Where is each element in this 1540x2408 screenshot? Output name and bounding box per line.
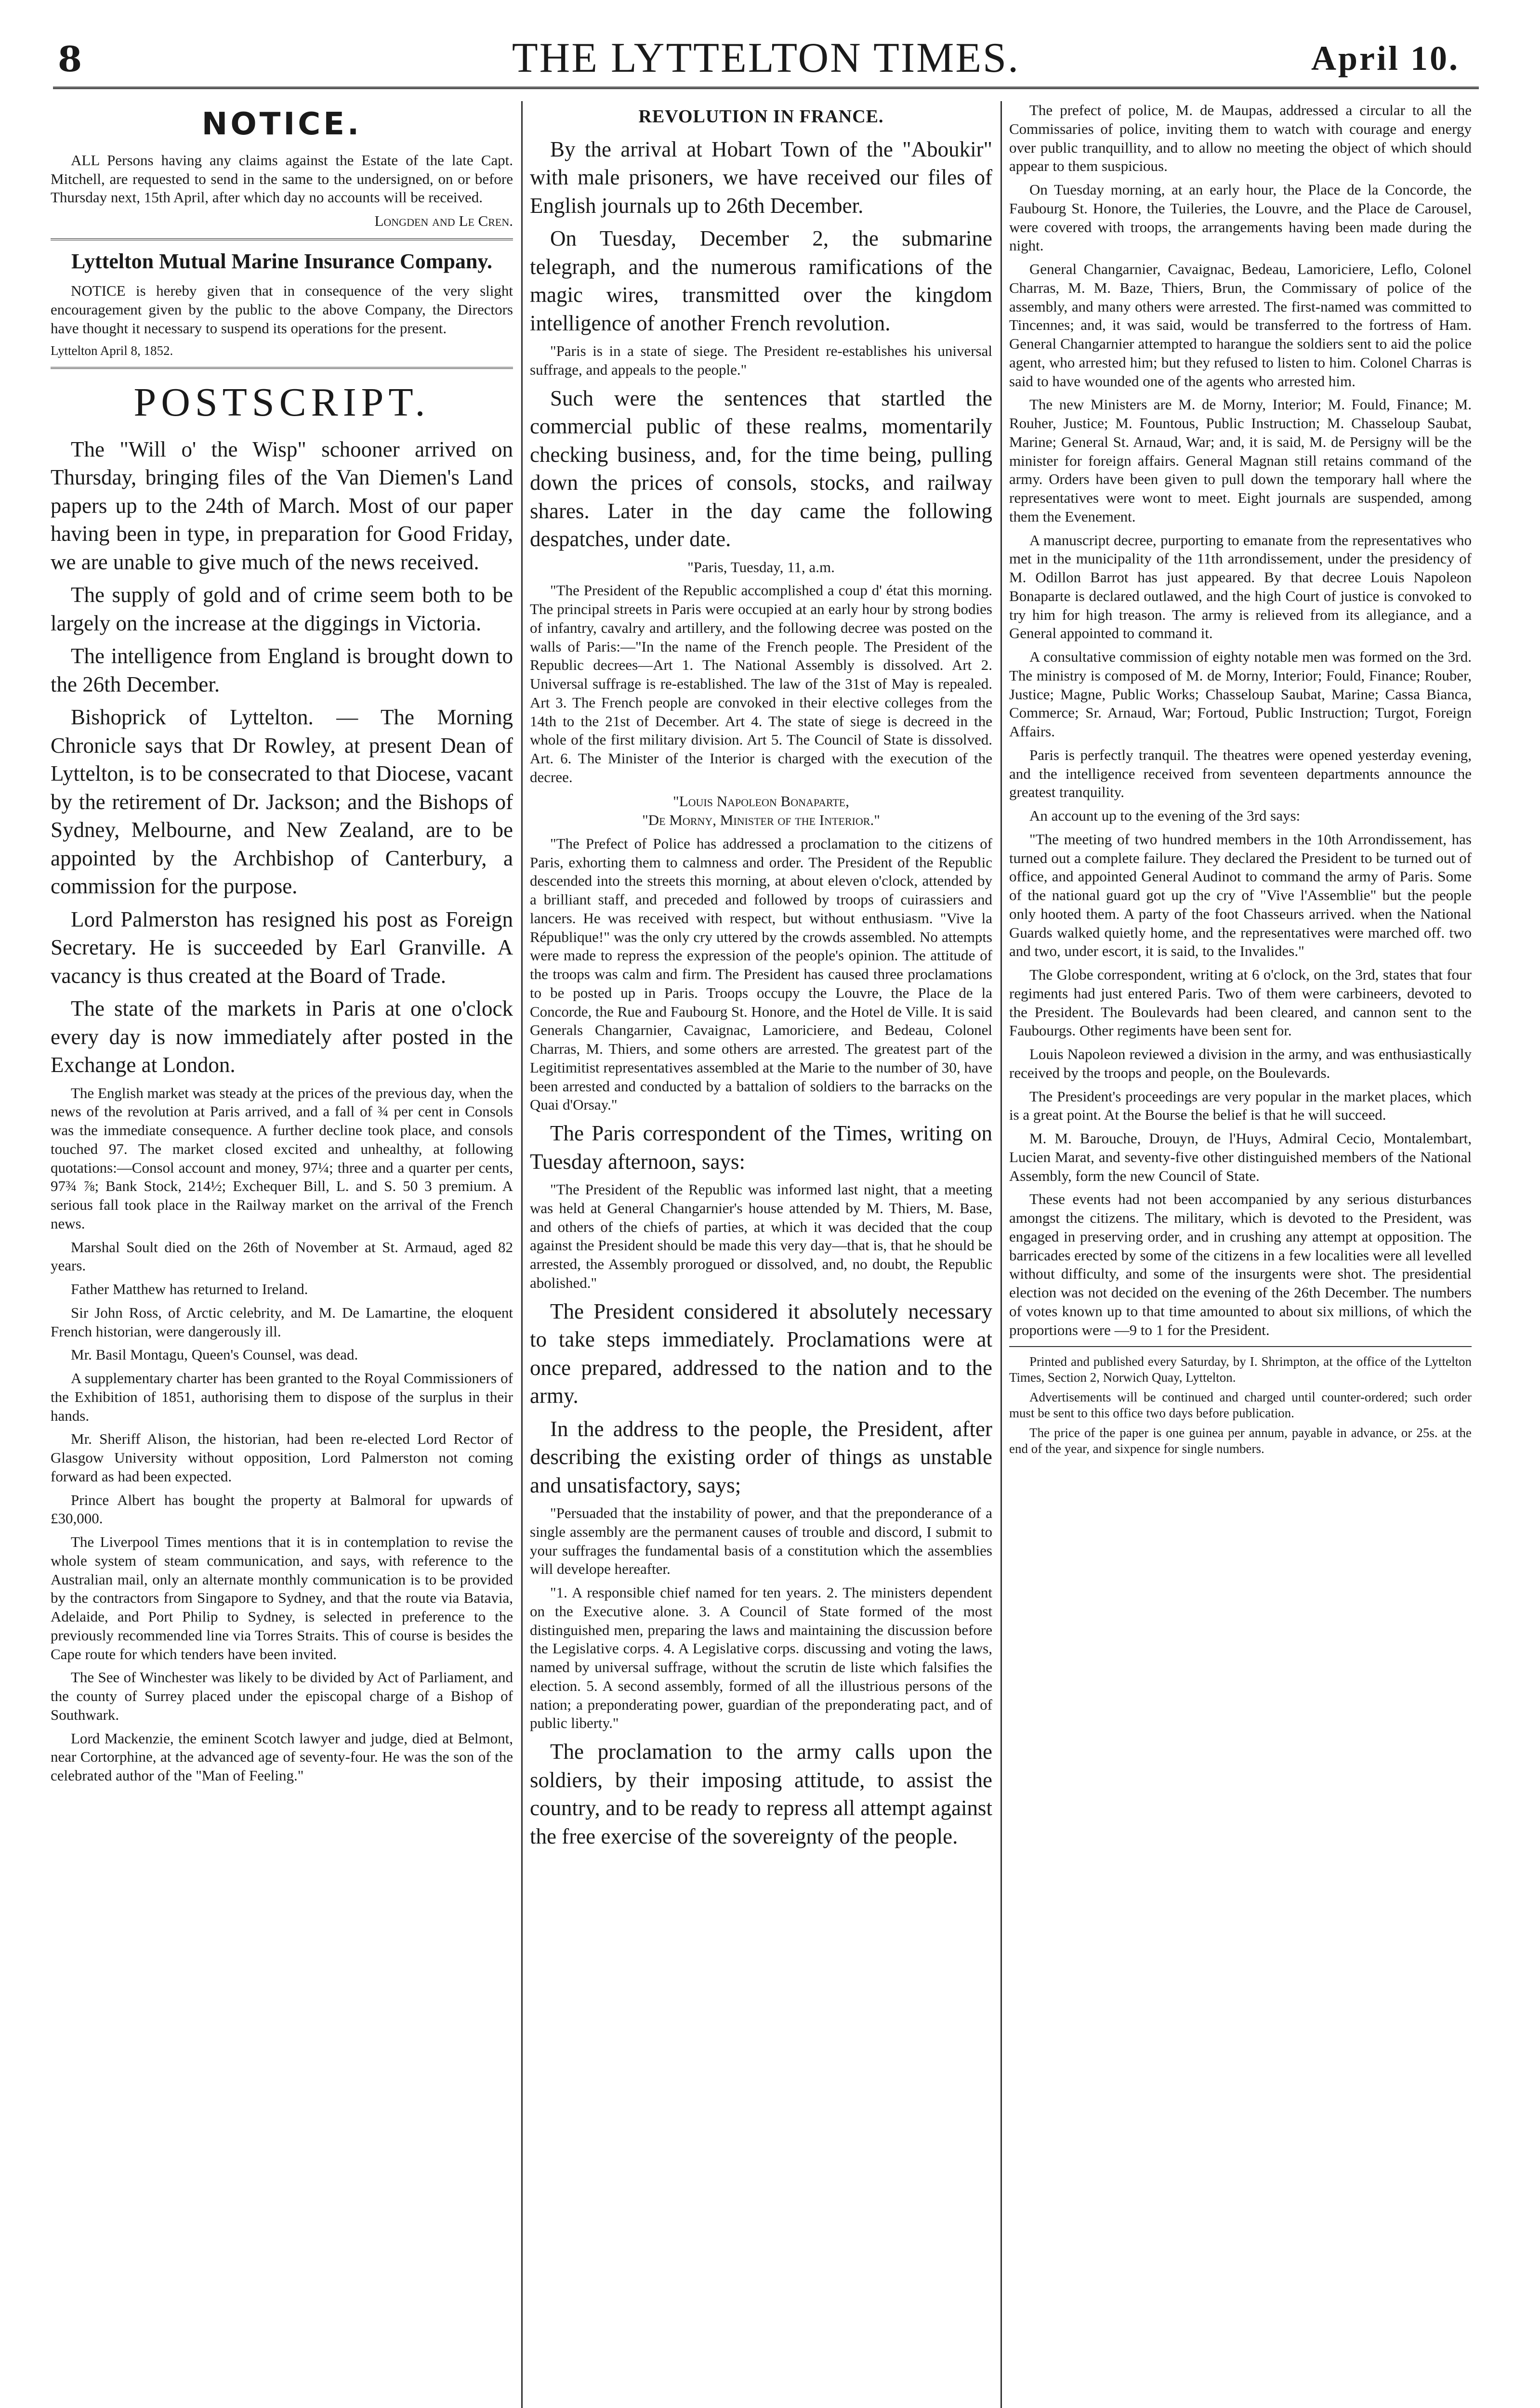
- paragraph: Marshal Soult died on the 26th of November at St. Armaud, aged 82 years.: [51, 1238, 513, 1274]
- insurance-dateline: Lyttelton April 8, 1852.: [51, 343, 173, 358]
- paragraph: The new Ministers are M. de Morny, Interior; M. Fould, Finance; M. Rouher, Justice; M. Fountous, Public Instruction; M. Chasseloup Saubat, Marine; General St. Arnaud, War; and, it is said, M. de Persigny will be the minister for foreign affairs. General Magnan still retains command of the army. Orders have been given to pull down the temporary hall where the representatives were wont to meet. Eight journals are suspended, among them the Evenement.: [1009, 396, 1472, 525]
- quoted-despatch: "Paris is in a state of siege. The President re-establishes his universal suffrage, and appeals to the people.": [530, 342, 992, 378]
- imprint-publisher: Printed and published every Saturday, by I. Shrimpton, at the office of the Lyttelton Times, Section 2, Norwich Quay, Lyttelton.: [1009, 1354, 1472, 1385]
- quoted-despatch: "The President of the Republic was informed last night, that a meeting was held at General Changarnier's house attended by M. Thiers, M. Base, and others of the chiefs of parties, at which it was decided that the coup against the President should be made this very day—that is, that he should be arrested, the Assembly prorogued or dissolved, and, no doubt, the Republic abolished.": [530, 1181, 992, 1291]
- paragraph: The Paris correspondent of the Times, writing on Tuesday afternoon, says:: [530, 1121, 992, 1174]
- paragraph: On Tuesday, December 2, the submarine telegraph, and the numerous ramifications of the magic wires, transmitted over the kingdom intelligence of another French revolution.: [530, 226, 992, 335]
- paragraph: By the arrival at Hobart Town of the "Aboukir" with male prisoners, we have received our files of English journals up to 26th December.: [530, 137, 992, 218]
- paragraph: In the address to the people, the President, after describing the existing order of things as unstable and unsatisfactory, says;: [530, 1416, 992, 1497]
- paragraph: The English market was steady at the prices of the previous day, when the news of the revolution at Paris arrived, and a fall of ¾ per cent in Consols was the immediate consequence. A further decline took place, and consols touched 97. The market closed excited and unhealthy, at following quotations:—Consol account and money, 97¼; three and a quarter per cents, 97¾ ⅞; Bank Stock, 214½; Exchequer Bill, L. and S. 50 3 premium. A serious fall took place in the Railway market on the arrival of the French news.: [51, 1084, 513, 1232]
- imprint-advertisements: Advertisements will be continued and charged until counter-ordered; such order must be sent to this office two days before publication.: [1009, 1390, 1472, 1421]
- newspaper-title: THE LYTTELTON TIMES.: [512, 35, 1020, 81]
- paragraph: General Changarnier, Cavaignac, Bedeau, Lamoriciere, Leflo, Colonel Charras, M. M. Baze, Thiers, Brun, the Commissary of police of the assembly, and many others were arrested. The first-named was committed to Tincennes; and, it was said, would be transferred to the fortress of Ham. General Changarnier attempted to harangue the soldiers sent to aid the police agent, who arrested him; but they refused to listen to him. Colonel Charras is said to have wounded one of the agents who arrested him.: [1009, 261, 1472, 390]
- decree-signature: "Louis Napoleon Bonaparte,: [673, 792, 849, 810]
- column-divider: [521, 101, 523, 2408]
- column-1: [51, 101, 513, 2408]
- despatch-dateline: "Paris, Tuesday, 11, a.m.: [687, 558, 835, 576]
- notice-signoff: Longden and Le Cren.: [374, 212, 513, 230]
- paragraph: The President's proceedings are very popular in the market places, which is a great point. At the Bourse the belief is that he will succeed.: [1009, 1087, 1472, 1124]
- paragraph: The intelligence from England is brought down to the 26th December.: [51, 644, 513, 696]
- paragraph: Such were the sentences that startled the commercial public of these realms, momentarily checking business, and, for the time being, pulling down the prices of consols, stocks, and railway shares. Later in the day came the following despatches, under date.: [530, 386, 992, 551]
- imprint: [1009, 1354, 1472, 1457]
- paragraph: The "Will o' the Wisp" schooner arrived on Thursday, bringing files of the Van Diemen's Land papers up to the 24th of March. Most of our paper having been in type, in preparation for Good Friday, we are unable to give much of the news received.: [51, 437, 513, 574]
- imprint-rule: [1009, 1346, 1472, 1347]
- notice-text: ALL Persons having any claims against the Estate of the late Capt. Mitchell, are requested to send in the same to the undersigned, on or before Thursday next, 15th April, after which day no accounts will be received.: [51, 151, 513, 206]
- postscript-lead-paragraphs: [51, 435, 513, 1079]
- decree-signature: "De Morny, Minister of the Interior.": [642, 811, 880, 829]
- insurance-notice-text: NOTICE is hereby given that in consequence of the very slight encouragement given by the public to the above Company, the Directors have thought it necessary to suspend its operations for the present.: [51, 282, 513, 337]
- paragraph: Lord Palmerston has resigned his post as Foreign Secretary. He is succeeded by Earl Granville. A vacancy is thus created at the Board of Trade.: [51, 907, 513, 988]
- paragraph: The prefect of police, M. de Maupas, addressed a circular to all the Commissaries of police, inviting them to watch with courage and energy over public tranquillity, and to allow no meeting the object of which should appear to them suspicious.: [1009, 102, 1472, 175]
- page-number: 8: [58, 39, 82, 79]
- quoted-account: "The meeting of two hundred members in the 10th Arrondissement, has turned out a complete failure. They declared the President to be turned out of office, and appointed General Audinot to command the army of Paris. Some of the national guard got up the cry of "Vive l'Assemblie" but the people only hooted them. A party of the foot Chasseurs arrived. when the National Guards walked quietly home, and the representatives were marched off. two and two, under escort, it is said, to the Invalides.": [1009, 830, 1472, 960]
- section-rule: [51, 238, 513, 240]
- paragraph: M. M. Barouche, Drouyn, de l'Huys, Admiral Cecio, Montalembart, Lucien Marat, and seventy-five other distinguished members of the National Assembly, form the new Council of State.: [1009, 1130, 1472, 1184]
- paragraph: On Tuesday morning, at an early hour, the Place de la Concorde, the Faubourg St. Honore, the Tuileries, the Louvre, and the Place de Carousel, were covered with troops, the arrangements having been made during the night.: [1009, 181, 1472, 254]
- paragraph: Mr. Sheriff Alison, the historian, had been re-elected Lord Rector of Glasgow University without opposition, Lord Palmerston not coming forward as had been expected.: [51, 1430, 513, 1485]
- paragraph: Bishoprick of Lyttelton. — The Morning Chronicle says that Dr Rowley, at present Dean of Lyttelton, is to be consecrated to that Diocese, vacant by the retirement of Dr. Jackson; and the Bishops of Sydney, Melbourne, and New Zealand, are to be appointed by the Archbishop of Canterbury, a commission for the purpose.: [51, 705, 513, 899]
- paragraph: An account up to the evening of the 3rd says:: [1029, 807, 1301, 824]
- issue-date: April 10.: [1311, 39, 1460, 78]
- revolution-heading: REVOLUTION IN FRANCE.: [638, 106, 884, 127]
- paragraph: The state of the markets in Paris at one o'clock every day is now immediately after posted in the Exchange at London.: [51, 996, 513, 1077]
- masthead: [53, 34, 1479, 89]
- paragraph: Mr. Basil Montagu, Queen's Counsel, was dead.: [71, 1346, 358, 1363]
- paragraph: Sir John Ross, of Arctic celebrity, and M. De Lamartine, the eloquent French historian, were dangerously ill.: [51, 1304, 513, 1340]
- paragraph: Father Matthew has returned to Ireland.: [71, 1281, 308, 1298]
- paragraph: The Globe correspondent, writing at 6 o'clock, on the 3rd, states that four regiments had just entered Paris. Two of them were carbineers, devoted to the President. The Boulevards had been cleared, and cannon sent to the Faubourgs. Other regiments have been sent for.: [1009, 966, 1472, 1039]
- insurance-company-heading: Lyttelton Mutual Marine Insurance Company.: [71, 249, 492, 273]
- paragraph: The See of Winchester was likely to be divided by Act of Parliament, and the county of Surrey placed under the episcopal charge of a Bishop of Southwark.: [51, 1669, 513, 1723]
- paragraph: The Liverpool Times mentions that it is in contemplation to revise the whole system of steam communication, and says, with reference to the Australian mail, only an alternate monthly communication is to be provided by the contractors from Singapore to Sydney, and that the route via Batavia, Adelaide, and Port Philip to Sydney, is selected in preference to the previously recommended line via Torres Straits. This of course is besides the Cape route for which tenders have been invited.: [51, 1533, 513, 1662]
- paragraph: Louis Napoleon reviewed a division in the army, and was enthusiastically received by the troops and people, on the Boulevards.: [1009, 1046, 1472, 1081]
- paragraph: The President considered it absolutely necessary to take steps immediately. Proclamations were at once prepared, addressed to the nation and to the army.: [530, 1299, 992, 1408]
- section-rule: [51, 367, 513, 369]
- paragraph: A consultative commission of eighty notable men was formed on the 3rd. The ministry is composed of M. de Morny, Interior; Fould, Finance; Rouber, Justice; Magne, Public Works; Chasseloup Saubat, Marine; Cassa Bianca, Commerce; Sr. Arnaud, War; Fortoud, Public Instruction; Turgot, Foreign Affairs.: [1009, 648, 1472, 740]
- paragraph: A supplementary charter has been granted to the Royal Commissioners of the Exhibition of 1851, authorising them to dispose of the surplus in their hands.: [51, 1370, 513, 1424]
- quoted-despatch: "The Prefect of Police has addressed a proclamation to the citizens of Paris, exhorting them to calmness and order. The President of the Republic descended into the streets this morning, at about eleven o'clock, attended by a brilliant staff, and preceded and followed by troops of cuirassiers and lancers. He was received with respect, but without enthusiasm. "Vive la République!" was the only cry uttered by the crowds assembled. No attempts were made to repress the expression of the people's opinion. The attitude of the troops was calm and firm. The President has caused three proclamations to be posted up in Paris. Troops occupy the Louvre, the Place de la Concorde, the Rue and Faubourg St. Honore, and the Hotel de Ville. It is said Generals Changarnier, Cavaignac, Lamoriciere, and Bedeau, Colonel Charras, M. Thiers, and some others are arrested. The greatest part of the Legitimitist representatives assembled at the Marie to the number of 30, have been arrested and conducted by a battalion of soldiers to the barracks on the Quai d'Orsay.": [530, 835, 992, 1113]
- imprint-price: The price of the paper is one guinea per annum, payable in advance, or 25s. at the end of the year, and sixpence for single numbers.: [1009, 1426, 1472, 1456]
- column-2: [530, 101, 992, 2408]
- quoted-address: "Persuaded that the instability of power, and that the preponderance of a single assembly are the permanent causes of trouble and discord, I submit to your suffrages the fundamental basis of a constitution which the assemblies will develope hereafter.: [530, 1505, 992, 1578]
- column-divider: [1000, 101, 1002, 2408]
- paragraph: The proclamation to the army calls upon the soldiers, by their imposing attitude, to assist the country, and to be ready to repress all attempt against the free exercise of the sovereignty of the people.: [530, 1740, 992, 1848]
- column-3: [1009, 101, 1472, 2408]
- paragraph: A manuscript decree, purporting to emanate from the representatives who met in the municipality of the 11th arrondissement, under the presidency of M. Odillon Barrot has just appeared. By that decree Louis Napoleon Bonaparte is declared outlawed, and the high Court of justice is convoked to try him for high treason. The army is relieved from its allegiance, and a General appointed to command it.: [1009, 531, 1472, 642]
- paragraph: Paris is perfectly tranquil. The theatres were opened yesterday evening, and the intelligence received from seventeen departments announce the greatest tranquility.: [1009, 746, 1472, 801]
- paragraph: The supply of gold and of crime seem both to be largely on the increase at the diggings in Victoria.: [51, 583, 513, 635]
- quoted-address: "1. A responsible chief named for ten years. 2. The ministers dependent on the Executive alone. 3. A Council of State formed of the most distinguished men, preparing the laws and maintaining the discussion before the Legislative corps. 4. A Legislative corps. discussing and voting the laws, named by universal suffrage, without the scrutin de liste which falsifies the election. 5. A second assembly, formed of all the illustrious persons of the nation; a preponderating power, guardian of the preponderating pact, and of public liberty.": [530, 1584, 992, 1732]
- postscript-heading: POSTSCRIPT.: [133, 380, 430, 425]
- notice-heading: NOTICE.: [201, 106, 362, 142]
- postscript-news-items: [51, 1084, 513, 1785]
- paragraph: Prince Albert has bought the property at Balmoral for upwards of £30,000.: [51, 1491, 513, 1527]
- quoted-despatch: "The President of the Republic accomplished a coup d' état this morning. The principal streets in Paris were occupied at an early hour by strong bodies of infantry, cavalry and artillery, and the following decree was posted on the walls of Paris:—"In the name of the French people. The President of the Republic decrees—Art 1. The National Assembly is dissolved. Art 2. Universal suffrage is re-established. The law of the 31st of May is repealed. Art 3. The French people are convoked in their elective colleges from the 14th to the 21st of December. Art 4. The state of siege is decreed in the whole of the first military division. Art 5. The Council of State is dissolved. Art. 6. The Minister of the Interior is charged with the execution of the decree.: [530, 582, 992, 785]
- paragraph: Lord Mackenzie, the eminent Scotch lawyer and judge, died at Belmont, near Cortorphine, at the advanced age of seventy-four. He was the son of the celebrated author of the "Man of Feeling.": [51, 1729, 513, 1784]
- paragraph: These events had not been accompanied by any serious disturbances amongst the citizens. The military, which is devoted to the President, was engaged in preserving order, and in crushing any attempt at opposition. The barricades erected by some of the citizens in a few localities were all levelled without difficulty, and some of the insurgents were shot. The presidential election was not decided on the evening of the 26th December. The numbers of votes known up to that time amounted to about six millions, of which the proportions were —9 to 1 for the President.: [1009, 1191, 1472, 1338]
